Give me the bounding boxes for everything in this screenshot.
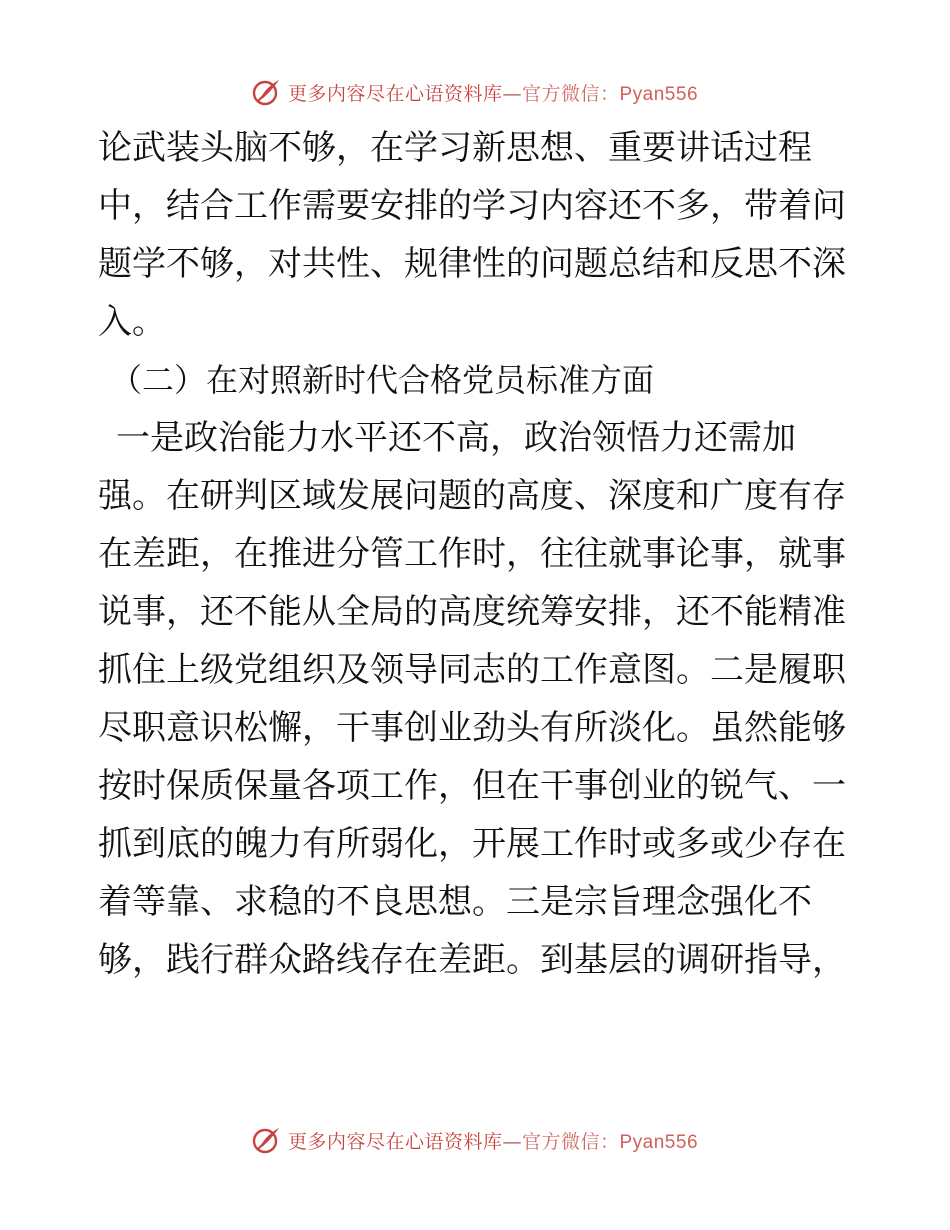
text-line: 抓住上级党组织及领导同志的工作意图。二是履职	[98, 650, 846, 690]
quill-logo-icon	[252, 77, 282, 107]
text-line: 题学不够，对共性、规律性的问题总结和反思不深	[98, 244, 846, 284]
text-line: 抓到底的魄力有所弱化，开展工作时或多或少存在	[98, 824, 846, 864]
text-line: 尽职意识松懈，干事创业劲头有所淡化。虽然能够	[98, 708, 846, 748]
watermark-text: 更多内容尽在心语资料库—官方微信：Pyan556	[287, 1130, 699, 1153]
text-line: 强。在研判区域发展问题的高度、深度和广度有存	[98, 476, 846, 516]
text-line: 中，结合工作需要安排的学习内容还不多，带着问	[98, 186, 846, 226]
section-heading: （二）在对照新时代合格党员标准方面	[110, 361, 655, 399]
document-body	[98, 119, 850, 989]
text-line: 说事，还不能从全局的高度统筹安排，还不能精准	[98, 592, 846, 632]
watermark-text: 更多内容尽在心语资料库—官方微信：Pyan556	[287, 82, 699, 105]
text-line: 够，践行群众路线存在差距。到基层的调研指导，	[98, 940, 846, 980]
footer-watermark	[0, 1122, 950, 1158]
text-line: 入。	[98, 302, 166, 342]
paragraph-1	[98, 119, 850, 351]
text-line: 论武装头脑不够，在学习新思想、重要讲话过程	[98, 128, 812, 168]
text-line: 在差距，在推进分管工作时，往往就事论事，就事	[98, 534, 846, 574]
paragraph-2	[98, 409, 850, 989]
text-line: 按时保质保量各项工作，但在干事创业的锐气、一	[98, 766, 846, 806]
header-watermark	[0, 74, 950, 110]
quill-logo-icon	[252, 1125, 282, 1155]
text-line: 一是政治能力水平还不高，政治领悟力还需加	[116, 418, 796, 458]
text-line: 着等靠、求稳的不良思想。三是宗旨理念强化不	[98, 882, 812, 922]
